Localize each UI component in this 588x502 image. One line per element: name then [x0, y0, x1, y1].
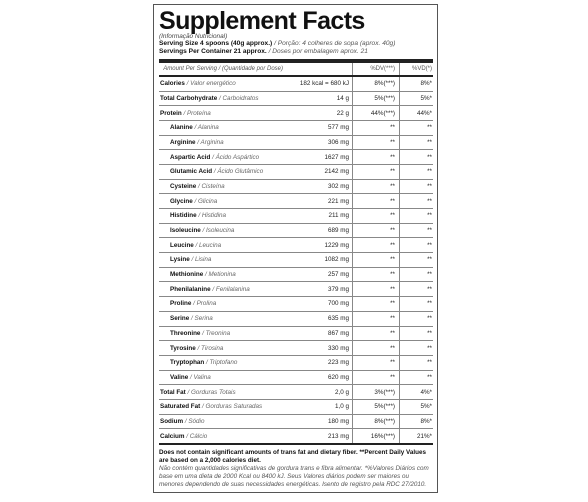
nutrient-row — [159, 414, 433, 429]
nutrient-vd-br: ** — [400, 326, 434, 341]
nutrient-amount: 221 mg — [287, 194, 353, 209]
nutrient-dv-us: 8%(***) — [353, 414, 400, 429]
nutrient-amount: 867 mg — [287, 326, 353, 341]
nutrient-amount: 1,0 g — [287, 399, 353, 414]
nutrient-vd-br: ** — [400, 253, 434, 268]
nutrient-name-en: Lysine — [170, 256, 190, 264]
nutrient-vd-br: 8%* — [400, 76, 434, 91]
nutrient-amount: 302 mg — [287, 179, 353, 194]
nutrient-amount: 1082 mg — [287, 253, 353, 268]
nutrient-dv-us: ** — [353, 341, 400, 356]
nutrient-name-pt: / Valina — [188, 373, 211, 381]
nutrient-name — [159, 385, 287, 400]
nutrient-row — [159, 370, 433, 385]
nutrient-name — [159, 164, 287, 179]
nutrient-name-en: Serine — [170, 315, 190, 323]
nutrient-dv-us: ** — [353, 370, 400, 385]
nutrient-row — [159, 194, 433, 209]
nutrient-name-en: Cysteine — [170, 182, 197, 190]
nutrient-name — [159, 150, 287, 165]
nutrient-name-pt: / Alanina — [192, 124, 219, 132]
nutrient-row — [159, 179, 433, 194]
nutrient-name-pt: / Tirosina — [195, 344, 224, 352]
footnote-portuguese: Não contém quantidades significativas de gordura trans e fibra alimentar. *%Valores Diários com base em uma dieta de 2000 Kcal ou 8400 kJ. Seus Valores diários podem ser maiores ou menores dependendo de suas necessidades energéticas. Isento de registro pela RDC 27/2010. — [159, 465, 429, 488]
nutrient-dv-us: ** — [353, 253, 400, 268]
nutrient-name-en: Histidine — [170, 212, 197, 220]
nutrient-dv-us: ** — [353, 355, 400, 370]
serving-size — [159, 40, 433, 48]
nutrient-dv-us: ** — [353, 194, 400, 209]
nutrient-row — [159, 91, 433, 106]
servings-per-container-label: Servings Per Container 21 approx. — [159, 48, 267, 56]
nutrient-amount: 14 g — [287, 91, 353, 106]
nutrient-table — [159, 63, 433, 443]
nutrient-name-en: Calories — [160, 80, 185, 88]
nutrient-vd-br: ** — [400, 311, 434, 326]
nutrient-dv-us: ** — [353, 267, 400, 282]
nutrient-vd-br: ** — [400, 164, 434, 179]
nutrient-vd-br: ** — [400, 267, 434, 282]
nutrient-name-en: Arginine — [170, 138, 196, 146]
nutrient-amount: 1627 mg — [287, 150, 353, 165]
nutrient-row — [159, 238, 433, 253]
nutrient-dv-us: ** — [353, 179, 400, 194]
nutrient-dv-us: ** — [353, 209, 400, 224]
nutrient-dv-us: 3%(***) — [353, 385, 400, 400]
nutrient-dv-us: 8%(***) — [353, 76, 400, 91]
nutrient-row — [159, 297, 433, 312]
nutrient-amount: 330 mg — [287, 341, 353, 356]
nutrient-vd-br: ** — [400, 282, 434, 297]
nutrient-row — [159, 429, 433, 443]
nutrient-name-pt: / Proteína — [181, 109, 211, 117]
nutrient-name — [159, 91, 287, 106]
nutrient-name — [159, 311, 287, 326]
nutrient-name-pt: / Treonina — [200, 329, 231, 337]
nutrient-amount: 635 mg — [287, 311, 353, 326]
servings-per-container — [159, 48, 433, 56]
amount-header-spacer — [287, 63, 353, 76]
nutrient-row — [159, 326, 433, 341]
nutrient-amount: 182 kcal = 680 kJ — [287, 76, 353, 91]
nutrient-name-en: Valine — [170, 373, 189, 381]
nutrient-dv-us: ** — [353, 238, 400, 253]
nutrient-name-en: Tyrosine — [170, 344, 196, 352]
nutrient-dv-us: 16%(***) — [353, 429, 400, 443]
nutrient-name-en: Leucine — [170, 241, 194, 249]
nutrient-name — [159, 355, 287, 370]
nutrient-row — [159, 223, 433, 238]
nutrient-vd-br: 5%* — [400, 399, 434, 414]
nutrient-row — [159, 135, 433, 150]
nutrient-name-pt: / Leucina — [193, 241, 222, 249]
nutrient-name — [159, 326, 287, 341]
nutrient-name-pt: / Valor energético — [184, 80, 236, 88]
nutrient-row — [159, 385, 433, 400]
nutrient-row — [159, 355, 433, 370]
supplement-facts-panel — [153, 4, 438, 493]
nutrient-vd-br: ** — [400, 135, 434, 150]
dv1-header: %DV(***) — [353, 63, 400, 76]
nutrient-name-pt: / Fenilalanina — [210, 285, 250, 293]
nutrient-name — [159, 223, 287, 238]
nutrient-name — [159, 253, 287, 268]
nutrient-name-en: Alanine — [170, 124, 193, 132]
nutrient-name — [159, 76, 287, 91]
nutrient-vd-br: 5%* — [400, 91, 434, 106]
nutrient-row — [159, 399, 433, 414]
nutrient-name-en: Tryptophan — [170, 359, 205, 367]
table-header-row — [159, 63, 433, 76]
nutrient-name-en: Total Carbohydrate — [160, 94, 218, 102]
nutrient-name-pt: / Glicina — [192, 197, 218, 205]
nutrient-name-pt: / Ácido Glutâmico — [212, 168, 264, 176]
nutrient-name — [159, 194, 287, 209]
nutrient-name — [159, 429, 287, 443]
footnote — [159, 443, 433, 489]
nutrient-row — [159, 341, 433, 356]
nutrient-amount: 211 mg — [287, 209, 353, 224]
nutrient-vd-br: 44%* — [400, 106, 434, 121]
servings-per-container-pt: / Doses por embalagem aprox. 21 — [266, 48, 368, 56]
nutrient-name-en: Threonine — [170, 329, 201, 337]
amount-header-pt: / (Quantidade por Dose) — [216, 65, 283, 72]
nutrient-row — [159, 76, 433, 91]
nutrient-name — [159, 341, 287, 356]
nutrient-name-pt: / Isoleucina — [200, 227, 235, 235]
nutrient-name — [159, 120, 287, 135]
nutrient-dv-us: ** — [353, 326, 400, 341]
nutrient-name — [159, 267, 287, 282]
nutrient-dv-us: ** — [353, 297, 400, 312]
nutrient-name-en: Glutamic Acid — [170, 168, 213, 176]
nutrient-name-pt: / Triptofano — [204, 359, 238, 367]
nutrient-dv-us: 5%(***) — [353, 91, 400, 106]
nutrient-amount: 2142 mg — [287, 164, 353, 179]
nutrient-name-pt: / Serina — [189, 315, 213, 323]
serving-size-label: Serving Size 4 spoons (40g approx.) — [159, 40, 273, 47]
nutrient-name-en: Phenilalanine — [170, 285, 211, 293]
nutrient-name-pt: / Cálcio — [184, 432, 208, 440]
nutrient-name-pt: / Gorduras Saturadas — [200, 403, 263, 411]
nutrient-name-en: Saturated Fat — [160, 403, 201, 411]
nutrient-vd-br: ** — [400, 179, 434, 194]
nutrient-amount: 620 mg — [287, 370, 353, 385]
nutrient-name — [159, 370, 287, 385]
nutrient-name — [159, 135, 287, 150]
nutrient-amount: 213 mg — [287, 429, 353, 443]
nutrient-row — [159, 282, 433, 297]
nutrient-vd-br: ** — [400, 150, 434, 165]
nutrient-row — [159, 209, 433, 224]
nutrient-name — [159, 297, 287, 312]
nutrient-amount: 577 mg — [287, 120, 353, 135]
nutrient-name — [159, 282, 287, 297]
nutrient-amount: 180 mg — [287, 414, 353, 429]
nutrient-amount: 223 mg — [287, 355, 353, 370]
nutrient-name — [159, 179, 287, 194]
nutrient-amount: 1229 mg — [287, 238, 353, 253]
nutrient-vd-br: 8%* — [400, 414, 434, 429]
nutrient-row — [159, 267, 433, 282]
nutrient-vd-br: ** — [400, 341, 434, 356]
dv2-header: %VD(*) — [400, 63, 434, 76]
nutrient-name — [159, 106, 287, 121]
nutrient-name-en: Proline — [170, 300, 192, 308]
nutrient-dv-us: 44%(***) — [353, 106, 400, 121]
nutrient-vd-br: ** — [400, 209, 434, 224]
footnote-english: Does not contain significant amounts of trans fat and dietary fiber. **Percent Daily Values are based on a 2,000 calories diet. — [159, 449, 426, 464]
nutrient-name-pt: / Sódio — [183, 417, 205, 425]
nutrient-vd-br: ** — [400, 120, 434, 135]
nutrient-name — [159, 209, 287, 224]
amount-header — [159, 63, 287, 76]
nutrient-name-en: Protein — [160, 109, 182, 117]
nutrient-name-pt: / Metionina — [203, 271, 236, 279]
nutrient-vd-br: ** — [400, 194, 434, 209]
nutrient-vd-br: ** — [400, 297, 434, 312]
nutrient-vd-br: ** — [400, 370, 434, 385]
nutrient-amount: 306 mg — [287, 135, 353, 150]
nutrient-name-en: Aspartic Acid — [170, 153, 211, 161]
nutrient-vd-br: ** — [400, 355, 434, 370]
nutrient-amount: 700 mg — [287, 297, 353, 312]
nutrient-amount: 379 mg — [287, 282, 353, 297]
nutrient-amount: 257 mg — [287, 267, 353, 282]
nutrient-row — [159, 120, 433, 135]
nutrient-name-en: Sodium — [160, 417, 184, 425]
nutrient-vd-br: 21%* — [400, 429, 434, 443]
nutrient-name-pt: / Histidina — [196, 212, 226, 220]
nutrient-name — [159, 238, 287, 253]
nutrient-name-en: Total Fat — [160, 388, 186, 396]
nutrient-row — [159, 106, 433, 121]
nutrient-vd-br: ** — [400, 223, 434, 238]
nutrient-dv-us: ** — [353, 164, 400, 179]
nutrient-name-pt: / Carboidratos — [217, 94, 259, 102]
nutrient-name-en: Methionine — [170, 271, 204, 279]
facts-subtitle: (Informação Nutricional) — [159, 33, 228, 40]
nutrient-name-pt: / Lisina — [189, 256, 212, 264]
serving-size-pt: / Porção: 4 colheres de sopa (aprox. 40g) — [272, 40, 396, 47]
nutrient-dv-us: ** — [353, 135, 400, 150]
nutrient-name-pt: / Arginina — [195, 138, 224, 146]
nutrient-name-en: Isoleucine — [170, 227, 201, 235]
nutrient-name-pt: / Gorduras Totais — [185, 388, 236, 396]
nutrient-name — [159, 399, 287, 414]
nutrient-name-pt: / Cisteína — [196, 182, 225, 190]
amount-header-label: Amount Per Serving — [163, 65, 217, 72]
nutrient-name-pt: / Prolina — [191, 300, 217, 308]
nutrient-dv-us: ** — [353, 282, 400, 297]
nutrient-row — [159, 253, 433, 268]
facts-title: Supplement Facts — [159, 7, 365, 35]
nutrient-dv-us: 5%(***) — [353, 399, 400, 414]
nutrient-dv-us: ** — [353, 150, 400, 165]
nutrient-dv-us: ** — [353, 223, 400, 238]
nutrient-name-pt: / Ácido Aspártico — [210, 153, 260, 161]
nutrient-dv-us: ** — [353, 311, 400, 326]
nutrient-name-en: Calcium — [160, 432, 185, 440]
nutrient-dv-us: ** — [353, 120, 400, 135]
nutrient-amount: 689 mg — [287, 223, 353, 238]
nutrient-name — [159, 414, 287, 429]
nutrient-vd-br: 4%* — [400, 385, 434, 400]
nutrient-row — [159, 311, 433, 326]
nutrient-name-en: Glycine — [170, 197, 193, 205]
nutrient-row — [159, 164, 433, 179]
nutrient-vd-br: ** — [400, 238, 434, 253]
nutrient-amount: 2,0 g — [287, 385, 353, 400]
nutrient-amount: 22 g — [287, 106, 353, 121]
nutrient-row — [159, 150, 433, 165]
